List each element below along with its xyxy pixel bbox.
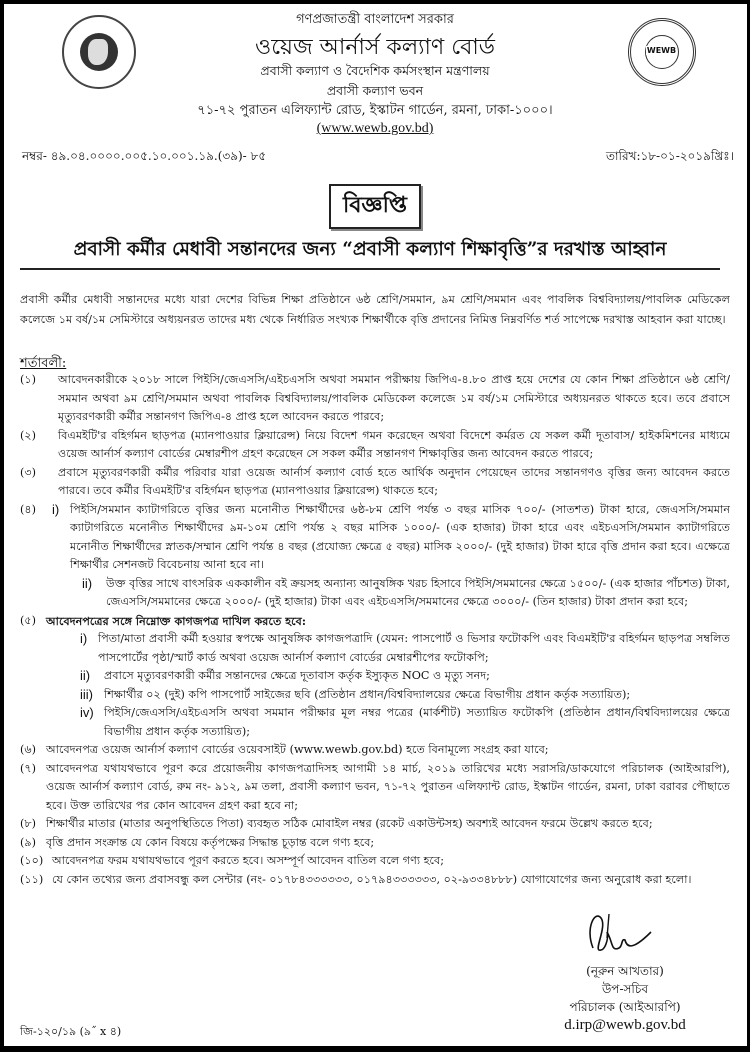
subitem-text: উক্ত বৃত্তির সাথে বাৎসরিক এককালীন বই ক্রয়সহ অন্যান্য আনুষঙ্গিক খরচ হিসাবে পিইসি/সমমানের ক্ষেত্রে ১৫০০/- (এক হাজার পাঁচশত) টাকা, জেএসসি/সমমানের ক্ষেত্রে ২০০০/- (দুই হাজার) টাকা এবং এইচএসসি/সমমানের ক্ষেত্রে ৩০০০/- (তিন হাজার) টাকা প্রদান করা হবে; [106,576,730,608]
issue-date: তারিখ:১৮-০১-২০১৯খ্রিঃ। [606,149,734,163]
term-number: (৮) [20,817,36,830]
term-text: শিক্ষার্থীর মাতার (মাতার অনুপস্থিতিতে পিতা) ব্যবহৃত সঠিক মোবাইল নম্বর (রকেট একাউন্টসহ) অবশ্যই আবেদন ফরমে উল্লেখ করতে হবে; [46,817,653,830]
subitem-text: শিক্ষার্থীর ০২ (দুই) কপি পাসপোর্ট সাইজের ছবি (প্রতিষ্ঠান প্রধান/বিশ্ববিদ্যালয়ের ক্ষেত্রে বিভাগীয় প্রধান কর্তৃক সত্যায়িত); [104,687,631,701]
seal-text: WEWB [646,46,677,55]
subitem-text: প্রবাসে মৃত্যুবরণকারী কর্মীর সন্তানদের ক্ষেত্রে দূতাবাস কর্তৃক ইস্যুকৃত NOC ও মৃত্যু সনদ; [104,669,490,682]
term-item [20,815,730,834]
term-text: আবেদনপত্রের সঙ্গে নিম্নোক্ত কাগজপত্র দাখিল করতে হবে: [46,613,306,628]
government-name: গণপ্রজাতন্ত্রী বাংলাদেশ সরকার [296,12,454,27]
signatory-block [540,962,710,1034]
term-item [20,852,730,871]
letterhead [0,0,750,140]
term-item [20,834,730,853]
subitem-number: iv) [80,705,94,720]
subitem-number: ii) [82,575,93,591]
subitem-number: iii) [80,686,93,702]
term-subitems [52,501,730,612]
term-text: আবেদনপত্র যথাযথভাবে পূরণ করে প্রয়োজনীয় কাগজপত্রাদিসহ আগামী ১৪ মার্চ, ২০১৯ তারিখের মধ্যে সরাসরি/ডাকযোগে পরিচালক (আইআরপি), ওয়েজ আর্নার্স কল্যাণ বোর্ড, রুম নং- ৯১২, ৯ম তলা, প্রবাসী কল্যাণ ভবন, ৭১-৭২ পুরাতন এলিফ্যান্ট রোড, ইস্কাটন গার্ডেন, রমনা, ঢাকা বরাবর পৌছাতে হবে। উক্ত তারিখের পর কোন আবেদন গ্রহণ করা হবে না; [46,761,730,812]
term-text: বিএমইটি'র বহির্গমন ছাড়পত্র (ম্যানপাওয়ার ক্লিয়ারেন্স) নিয়ে বিদেশ গমন করেছেন অথবা বিদেশে কর্মরত যে সকল কর্মী দূতাবাস/ হাইকমিশনের মাধ্যমে ওয়েজ আর্নার্স কল্যাণ বোর্ডের মেম্বারশীপ গ্রহণ করেছেন সে সকল কর্মীর সন্তানগণ শিক্ষাবৃত্তির জন্য আবেদন করতে পারবে; [58,428,730,460]
term-number: (৪) [20,502,36,516]
term-item [20,427,730,464]
reference-number: নম্বর- ৪৯.০৪.০০০০.০০৫.১০.০০১.১৯.(৩৯)- ৮৫ [22,149,267,163]
building-name: প্রবাসী কল্যাণ ভবন [326,83,424,98]
term-number: (৯) [20,835,36,849]
term-text: আবেদনপত্র ফরম যথাযথভাবে পূরণ করতে হবে। অসম্পূর্ণ আবেদন বাতিল বলে গণ্য হবে; [52,854,445,867]
notice-heading: প্রবাসী কর্মীর মেধাবী সন্তানদের জন্য “প্রবাসী কল্যাণ শিক্ষাবৃত্তি”র দরখাস্ত আহ্বান [20,235,720,270]
term-subitem [20,704,730,741]
term-number: (২) [20,428,37,442]
term-item [20,371,730,427]
terms-title: শর্তাবলী: [20,356,67,371]
term-text: প্রবাসে মৃত্যুবরণকারী কর্মীর পরিবার যারা ওয়েজ আর্নার্স কল্যাণ বোর্ড হতে আর্থিক অনুদান পেয়েছেন তাদের সন্তানগণও বৃত্তির জন্য আবেদন করতে পারবে। তবে কর্মীর বিএমইটি'র বহির্গমন ছাড়পত্র (ম্যানপাওয়ার ক্লিয়ারেন্স) থাকতে হবে; [58,465,730,497]
globe-icon [645,35,679,69]
wewb-seal-icon [628,18,696,86]
footer-print-code: জি-১২০/১৯ (৯˝ x ৪) [20,1025,122,1038]
ministry-name: প্রবাসী কল্যাণ ও বৈদেশিক কর্মসংস্থান মন্ত্রণালয় [260,63,490,78]
board-name: ওয়েজ আর্নার্স কল্যাণ বোর্ড [255,35,495,60]
term-item [20,871,730,890]
terms-list [20,371,730,889]
signatory-name: (নূরুন আখতার) [586,964,664,978]
term-text: আবেদনপত্র ওয়েজ আর্নার্স কল্যাণ বোর্ডের ওয়েবসাইট (www.wewb.gov.bd) হতে বিনামূল্যে সংগ্রহ করা যাবে; [46,743,549,756]
subitem-number: i) [52,501,60,517]
term-number: (৫) [20,613,36,627]
term-number: (৩) [20,465,37,479]
term-subitem [20,630,730,667]
notice-label-box [0,184,750,229]
term-subitem [20,686,730,705]
signature-icon [585,908,655,958]
subitem-text: পিইসি/জেএসসি/এইচএসসি অথবা সমমান পরীক্ষার মূল নম্বর পত্রের (মার্কশীট) সত্যায়িত ফটোকপি (প্রতিষ্ঠান প্রধান/বিশ্ববিদ্যালয়ের ক্ষেত্রে বিভাগীয় প্রধান কর্তৃক সত্যায়িত); [104,706,730,738]
subitem-text: পিইসি/সমমান ক্যাটাগরিতে বৃত্তির জন্য মনোনীত শিক্ষার্থীদের ৬ষ্ঠ-৮ম শ্রেণি পর্যন্ত ৩ বছর মাসিক ৭০০/- (সাতশত) টাকা হারে, জেএসসি/সমমান ক্যাটাগরিতে মনোনীত শিক্ষার্থীদের ৯ম-১০ম শ্রেণি পর্যন্ত ২ বছর মাসিক ১০০০/- (এক হাজার) টাকা হারে এবং এইচএসসি/সমমান ক্যাটাগরিতে মনোনীত শিক্ষার্থীদের স্নাতক/সম্মান শ্রেণি পর্যন্ত ৪ বছর (প্রযোজ্য ক্ষেত্রে ৫ বছর) মাসিক ২০০০/- (দুই হাজার) টাকা হারে বৃত্তি প্রদান করা হবে। এক্ষেত্রে শিক্ষার্থীর সেশনজট বিবেচনায় আনা হবে না। [70,502,730,571]
subitem-number: i) [80,631,88,646]
term-number: (৬) [20,743,37,756]
term-subitem [52,501,730,575]
intro-paragraph: প্রবাসী কর্মীর মেধাবী সন্তানদের মধ্যে যারা দেশের বিভিন্ন শিক্ষা প্রতিষ্ঠানে ৬ষ্ঠ শ্রেণি/সমমান, ৯ম শ্রেণি/সমমান এবং পাবলিক বিশ্ববিদ্যালয়/পাবলিক মেডিকেল কলেজে ১ম বর্ষ/১ম সেমিস্টারে অধ্যয়নরত তাদের মধ্য থেকে নির্ধারিত সংখ্যক শিক্ষার্থীকে বৃত্তি প্রদানের নিমিত্ত নিম্নবর্ণিত শর্ত সাপেক্ষে দরখাস্ত আহবান করা যাচ্ছে। [20,293,730,326]
term-item [20,501,730,612]
term-number: (১১) [20,872,44,886]
website-link[interactable]: (www.wewb.gov.bd) [316,121,434,136]
signatory-designation: উপ-সচিব [601,982,649,996]
signatory-office: পরিচালক (আইআরপি) [569,1000,681,1014]
term-text: বৃত্তি প্রদান সংক্রান্ত যে কোন বিষয়ে কর্তৃপক্ষের সিদ্ধান্ত চূড়ান্ত বলে গণ্য হবে; [46,835,375,849]
notice-label: বিজ্ঞপ্তি [329,184,421,229]
office-address: ৭১-৭২ পুরাতন এলিফ্যান্ট রোড, ইস্কাটন গার্ডেন, রমনা, ঢাকা-১০০০। [197,103,553,118]
term-item [20,612,730,631]
term-subitem [20,667,730,686]
subitem-text: পিতা/মাতা প্রবাসী কর্মী হওয়ার স্বপক্ষে আনুষঙ্গিক কাগজপত্রাদি (যেমন: পাসপোর্ট ও ভিসার ফটোকপি এবং বিএমইটি'র বহির্গমন ছাড়পত্র সম্বলিত পাসপোর্টের পৃষ্ঠা/স্মার্ট কার্ড অথবা ওয়েজ আর্নার্স কল্যাণ বোর্ডের মেম্বারশীপের ফটোকপি; [98,632,730,664]
signatory-email[interactable]: d.irp@wewb.gov.bd [564,1017,686,1033]
term-number: (১) [20,373,36,386]
term-item [20,741,730,760]
term-number: (৭) [20,761,37,775]
term-item [20,464,730,501]
term-text: আবেদনকারীকে ২০১৮ সালে পিইসি/জেএসসি/এইচএসসি অথবা সমমান পরীক্ষায় জিপিএ-৪.৮০ প্রাপ্ত হয়ে দেশের যে কোন শিক্ষা প্রতিষ্ঠানে ৬ষ্ঠ শ্রেণি/সমমান অথবা ৯ম শ্রেণি/সমমান অথবা পাবলিক বিশ্ববিদ্যালয়/পাবলিক মেডিকেল কলেজে ১ম বর্ষ/১ম সেমিস্টারে অধ্যয়নরত থাকতে হবে। তবে প্রবাসে মৃত্যুবরণকারী কর্মীর সন্তানগণ জিপিএ-৪ প্রাপ্ত হলে আবেদন করতে পারবে; [58,373,730,423]
term-item [20,760,730,816]
term-text: যে কোন তথ্যের জন্য প্রবাসবন্ধু কল সেন্টার (নং- ০১৭৮৪৩৩৩৩৩৩, ০১৭৯৪৩৩৩৩৩৩, ০২-৯৩৩৪৮৮৮) যোগাযোগের জন্য অনুরোধ করা হলো। [52,872,692,886]
term-subitem [52,575,730,612]
term-number: (১০) [20,854,44,867]
subitem-number: ii) [80,668,91,683]
